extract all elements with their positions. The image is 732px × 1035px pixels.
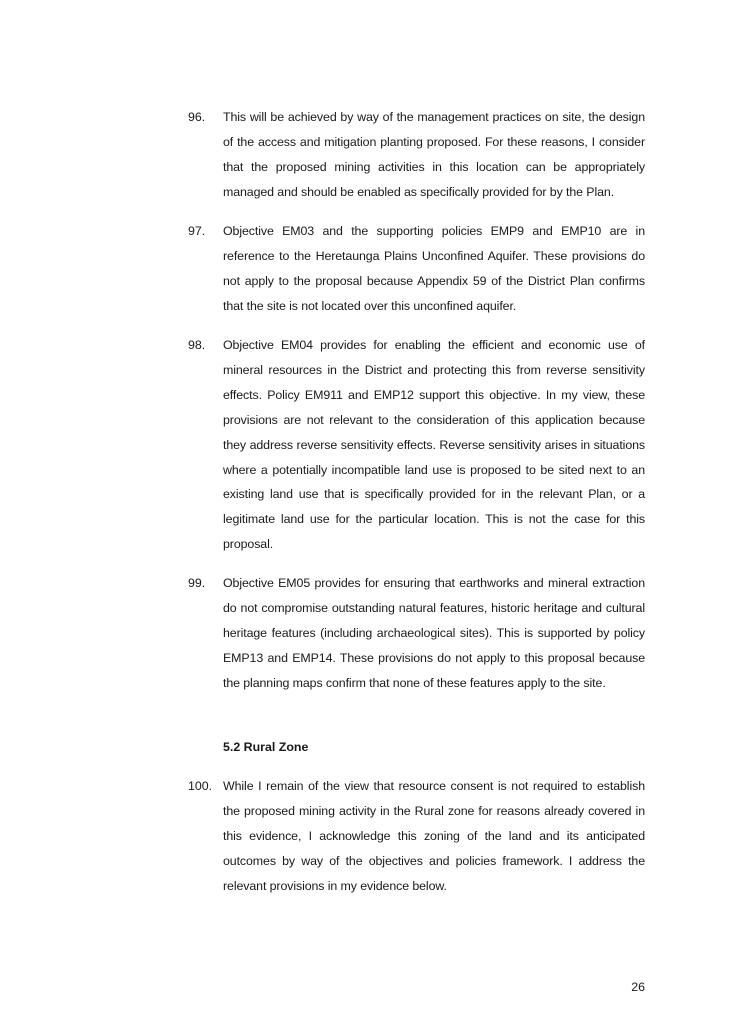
paragraph-98 bbox=[188, 333, 645, 557]
paragraph-number: 99. bbox=[188, 576, 206, 590]
paragraph-number: 96. bbox=[188, 110, 206, 124]
paragraph-99 bbox=[188, 571, 645, 696]
paragraph-96 bbox=[188, 105, 645, 205]
paragraph-97 bbox=[188, 219, 645, 319]
paragraph-number: 97. bbox=[188, 224, 206, 238]
paragraph-text: While I remain of the view that resource consent is not required to establish the proposed mining activity in the Rural zone for reasons already covered in this evidence, I acknowledge this zoning of the land and its anticipated outcomes by way of the objectives and policies framework. I address the relevant provisions in my evidence below. bbox=[223, 779, 645, 893]
paragraph-text: Objective EM05 provides for ensuring that earthworks and mineral extraction do not compromise outstanding natural features, historic heritage and cultural heritage features (including archaeological sites). This is supported by policy EMP13 and EMP14. These provisions do not apply to this proposal because the planning maps confirm that none of these features apply to the site. bbox=[223, 576, 645, 690]
paragraph-text: This will be achieved by way of the management practices on site, the design of the access and mitigation planting proposed. For these reasons, I consider that the proposed mining activities in this location can be appropriately managed and should be enabled as specifically provided for by the Plan. bbox=[223, 110, 645, 199]
paragraph-text: Objective EM03 and the supporting policies EMP9 and EMP10 are in reference to the Heretaunga Plains Unconfined Aquifer. These provisions do not apply to the proposal because Appendix 59 of the District Plan confirms that the site is not located over this unconfined aquifer. bbox=[223, 224, 645, 313]
page-number: 26 bbox=[631, 980, 645, 994]
paragraph-number: 100. bbox=[188, 779, 213, 793]
paragraph-number: 98. bbox=[188, 338, 206, 352]
paragraph-text: Objective EM04 provides for enabling the efficient and economic use of mineral resources in the District and protecting this from reverse sensitivity effects. Policy EM911 and EMP12 support this objective. In my view, these provisions are not relevant to the consideration of this application because they address reverse sensitivity effects. Reverse sensitivity arises in situations where a potentially incompatible land use is proposed to be sited next to an existing land use that is specifically provided for in the relevant Plan, or a legitimate land use for the particular location. This is not the case for this proposal. bbox=[223, 338, 645, 552]
paragraph-100 bbox=[188, 774, 645, 899]
section-heading: 5.2 Rural Zone bbox=[223, 740, 309, 754]
